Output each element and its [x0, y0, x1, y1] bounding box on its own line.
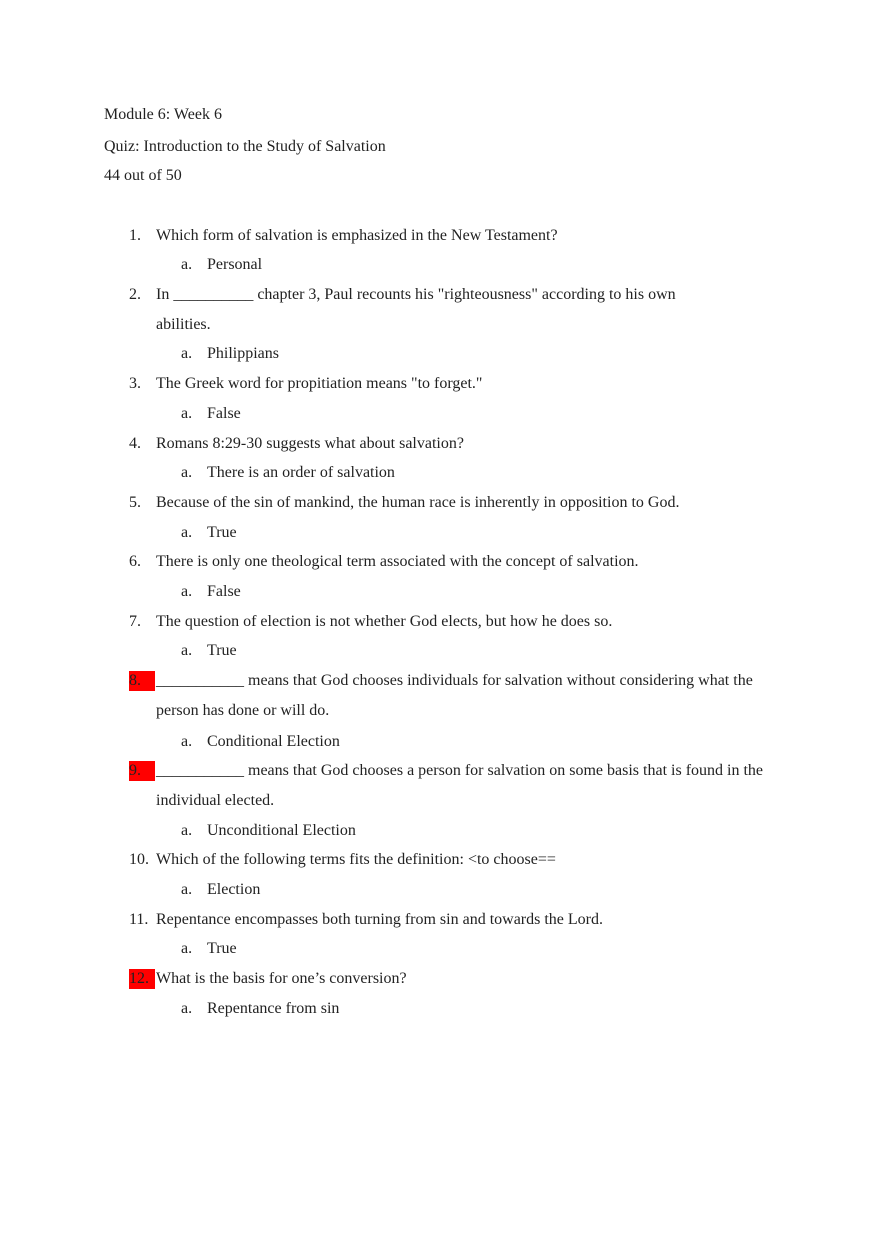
question-text: Which form of salvation is emphasized in the New Testament?: [156, 227, 558, 244]
question-text: In __________ chapter 3, Paul recounts his "righteousness" according to his own abilities.: [156, 286, 676, 333]
answer-letter: a.: [181, 940, 193, 957]
incorrect-flag-number: 9.: [129, 761, 155, 781]
answer-text: Conditional Election: [207, 733, 340, 750]
incorrect-flag-number: 12.: [129, 969, 155, 989]
question-text: Because of the sin of mankind, the human race is inherently in opposition to God.: [156, 494, 680, 511]
answer-text: True: [207, 524, 237, 541]
question-text: The question of election is not whether God elects, but how he does so.: [156, 613, 613, 630]
answer-letter: a.: [181, 464, 193, 481]
answer-text: True: [207, 642, 237, 659]
answer-text: Unconditional Election: [207, 822, 356, 839]
question-text: Which of the following terms fits the definition: <to choose==: [156, 851, 556, 868]
quiz-score: 44 out of 50: [104, 167, 182, 184]
answer-letter: a.: [181, 405, 193, 422]
answer-text: Philippians: [207, 345, 280, 362]
answer-letter: a.: [181, 524, 193, 541]
question-text: ___________ means that God chooses a person for salvation on some basis that is found in the individual elected.: [156, 762, 764, 809]
incorrect-flag-number: 8.: [129, 671, 155, 691]
question-text: The Greek word for propitiation means "to forget.": [156, 375, 483, 392]
answer-letter: a.: [181, 1000, 193, 1017]
question-text: ___________ means that God chooses individuals for salvation without considering what the person has done or will do.: [156, 672, 753, 719]
question-number: 7.: [129, 613, 141, 630]
question-text: There is only one theological term associated with the concept of salvation.: [156, 553, 639, 570]
answer-letter: a.: [181, 583, 193, 600]
question-number: 5.: [129, 494, 141, 511]
answer-text: False: [207, 583, 241, 600]
answer-text: There is an order of salvation: [207, 464, 395, 481]
quiz-title: Quiz: Introduction to the Study of Salvation: [104, 138, 386, 155]
question-text: Repentance encompasses both turning from sin and towards the Lord.: [156, 911, 603, 928]
question-number: 10.: [129, 851, 149, 868]
answer-letter: a.: [181, 733, 193, 750]
question-number: 2.: [129, 286, 141, 303]
answer-letter: a.: [181, 256, 193, 273]
answer-text: Personal: [207, 256, 263, 273]
module-heading: Module 6: Week 6: [104, 106, 222, 123]
answer-letter: a.: [181, 642, 193, 659]
question-number: 3.: [129, 375, 141, 392]
answer-text: Election: [207, 881, 261, 898]
question-number: 11.: [129, 911, 149, 928]
answer-letter: a.: [181, 345, 193, 362]
question-number: 6.: [129, 553, 141, 570]
answer-letter: a.: [181, 881, 193, 898]
question-number: 1.: [129, 227, 141, 244]
answer-letter: a.: [181, 822, 193, 839]
answer-text: Repentance from sin: [207, 1000, 340, 1017]
question-number: 4.: [129, 435, 141, 452]
question-text: Romans 8:29-30 suggests what about salvation?: [156, 435, 464, 452]
question-text: What is the basis for one’s conversion?: [156, 970, 407, 987]
answer-text: False: [207, 405, 241, 422]
answer-text: True: [207, 940, 237, 957]
